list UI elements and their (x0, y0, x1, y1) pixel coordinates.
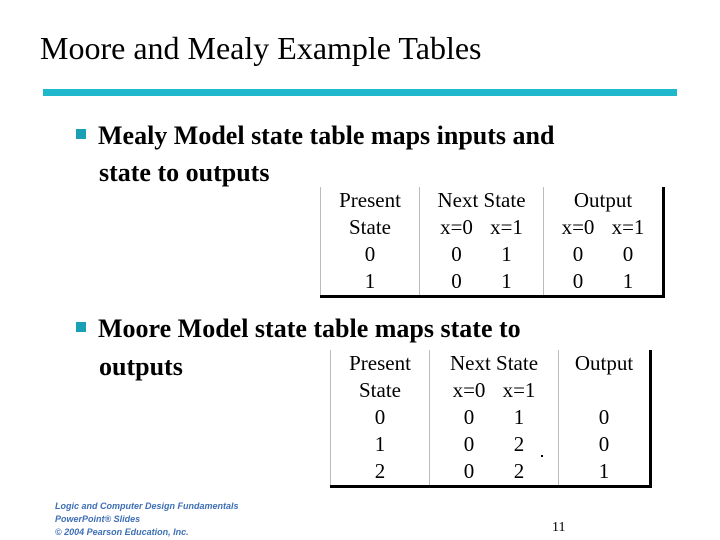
header-next-x1: x=1 (502, 378, 536, 402)
table-row (331, 431, 651, 458)
publisher-logo (55, 500, 239, 539)
header-output: Output (574, 351, 634, 375)
cell-next (420, 241, 544, 268)
cell-next-x1: 1 (501, 269, 512, 293)
cell-next-x0: 0 (463, 405, 475, 429)
cell-next-x1: 1 (501, 242, 512, 266)
cell-next (430, 404, 559, 431)
moore-state-table (330, 350, 652, 488)
mealy-bullet (76, 119, 554, 153)
cell-state: 2 (331, 458, 430, 487)
header-next-x1: x=1 (490, 215, 523, 239)
table-row (331, 404, 651, 431)
cell-next-x1: 2 (513, 459, 525, 483)
square-bullet-icon (76, 129, 86, 139)
cell-next (430, 458, 559, 487)
square-bullet-icon (76, 322, 86, 332)
header-out-x1: x=1 (611, 215, 645, 239)
title-divider (43, 89, 677, 96)
stray-dot (541, 455, 543, 457)
table-row (321, 268, 664, 297)
cell-next-x0: 0 (463, 432, 475, 456)
header-next-inputs (420, 214, 544, 241)
cell-state: 0 (321, 241, 420, 268)
header-next-state: Next State (420, 187, 544, 214)
cell-out-x1: 1 (622, 269, 634, 293)
logo-line-2: PowerPoint® Slides (55, 514, 141, 524)
header-state: State (321, 214, 420, 241)
header-next-state: Next State (430, 350, 559, 377)
header-next-x0: x=0 (440, 215, 473, 239)
cell-out-x0: 0 (572, 242, 584, 266)
header-out-x0: x=0 (561, 215, 595, 239)
cell-output: 0 (598, 405, 610, 429)
table-row (331, 458, 651, 487)
cell-output (544, 268, 664, 297)
cell-output: 1 (598, 459, 610, 483)
header-state: State (331, 377, 430, 404)
logo-line-1: Logic and Computer Design Fundamentals (55, 501, 239, 511)
header-output: Output (573, 188, 633, 212)
cell-next-x0: 0 (451, 242, 462, 266)
moore-bullet-text-line1: Moore Model state table maps state to (98, 314, 521, 343)
cell-next (420, 268, 544, 297)
header-present: Present (321, 187, 420, 214)
cell-state: 1 (321, 268, 420, 297)
cell-next-x1: 1 (513, 405, 525, 429)
cell-out-x1: 0 (622, 242, 634, 266)
header-next-x0: x=0 (452, 378, 486, 402)
cell-next-x0: 0 (463, 459, 475, 483)
mealy-bullet-text-line2: state to outputs (99, 158, 270, 187)
moore-bullet-text-line2: outputs (99, 352, 183, 381)
cell-next (430, 431, 559, 458)
mealy-state-table (320, 187, 665, 298)
cell-state: 1 (331, 431, 430, 458)
moore-bullet (76, 312, 521, 346)
header-next-inputs (430, 377, 559, 404)
logo-line-3: © 2004 Pearson Education, Inc. (55, 527, 189, 537)
cell-out-x0: 0 (572, 269, 584, 293)
header-present: Present (331, 350, 430, 377)
cell-next-x0: 0 (451, 269, 462, 293)
cell-output (544, 241, 664, 268)
cell-state: 0 (331, 404, 430, 431)
slide-title: Moore and Mealy Example Tables (40, 30, 482, 66)
page-number: 11 (552, 520, 566, 535)
header-output-inputs (544, 214, 664, 241)
cell-output: 0 (598, 432, 610, 456)
mealy-bullet-text-line1: Mealy Model state table maps inputs and (98, 121, 555, 150)
table-row (321, 241, 664, 268)
cell-next-x1: 2 (513, 432, 525, 456)
header-output-blank (559, 377, 651, 404)
